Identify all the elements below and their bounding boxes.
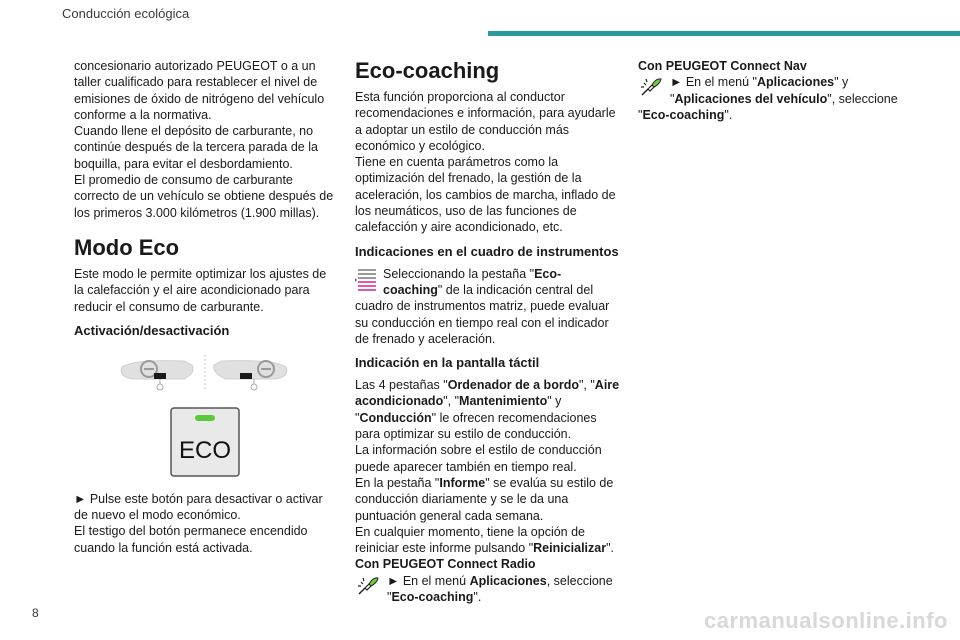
eco-indicator-light-icon [195,415,215,421]
section-title-modo-eco: Modo Eco [74,234,180,260]
touchscreen-pencil-icon [355,574,381,604]
touchscreen-pencil-icon [638,75,664,105]
paragraph: Seleccionando la pestaña "Eco-coaching" de la indicación central del cuadro de instrumentos matriz, puede evaluar su conducción en tiempo real con el indicador de frenado y aceleración. [355,266,610,346]
paragraph: El promedio de consumo de carburante correcto de un vehículo se obtiene después de los primeros 3.000 kilómetros (1.900 millas). [74,173,334,220]
eco-button[interactable] [170,407,240,477]
dashboard-location-figure [74,355,336,397]
subsection-title-activacion: Activación/desactivación [74,322,230,338]
column-left [74,58,336,556]
watermark-url: carmanualsonline.info [704,608,948,633]
column-right [638,58,903,123]
paragraph: Las 4 pestañas "Ordenador de a bordo", "Aire acondicionado", "Mantenimiento" y "Conducción" le ofrecen recomendaciones para optimizar su estilo de conducción. [355,378,620,442]
paragraph: En la pestaña "Informe" se evalúa su estilo de conducción diariamente y se le da una puntuación general cada semana. [355,475,614,523]
eco-button-label: ECO [178,436,232,464]
subheading-radio: Con PEUGEOT Connect Radio [355,557,536,572]
page-number: 8 [32,606,39,620]
paragraph: ► En el menú Aplicaciones, seleccione "Eco-coaching". [355,573,620,606]
paragraph: Tiene en cuenta parámetros como la optimización del frenado, la gestión de la aceleración, los cambios de marcha, inflado de los neumáticos, uso de las funciones de calefacción y aire acondicionado, etc. [355,155,616,235]
subheading-nav: Con PEUGEOT Connect Nav [638,59,807,73]
header-title: Conducción ecológica [62,6,190,21]
paragraph: En cualquier momento, tiene la opción de reiniciar este informe pulsando "Reinicializar". [355,524,615,556]
dashboard-illustration-icon [74,355,336,397]
paragraph: ► Pulse este botón para desactivar o activar de nuevo el modo económico. [74,491,323,523]
paragraph: ► En el menú "Aplicaciones" y "Aplicaciones del vehículo", seleccione "Eco-coaching". [638,75,898,122]
column-middle [355,58,620,605]
paragraph: Cuando llene el depósito de carburante, no continúe después de la tercera parada de la boquilla, para evitar el desbordamiento. [74,124,318,171]
paragraph: Este modo le permite optimizar los ajustes de la calefacción y el aire acondicionado para reducir el consumo de carburante. [74,266,327,314]
paragraph: Esta función proporciona al conductor recomendaciones e información, para ayudarle a adoptar un estilo de conducción más económico y ecológico. [355,90,616,153]
header-accent-bar [488,31,960,36]
subsection-title-pantalla: Indicación en la pantalla táctil [355,355,540,371]
paragraph: concesionario autorizado PEUGEOT o a un taller cualificado para restablecer el nivel de emisiones de óxido de nitrógeno del vehículo conforme a la normativa. [74,59,325,122]
section-title-eco-coaching: Eco-coaching [355,58,500,83]
paragraph: El testigo del botón permanece encendido cuando la función está activada. [74,524,308,555]
instrument-menu-icon [355,267,377,295]
paragraph: La información sobre el estilo de conducción puede aparecer también en tiempo real. [355,443,602,474]
subsection-title-indicaciones: Indicaciones en el cuadro de instrumentos [355,243,619,259]
